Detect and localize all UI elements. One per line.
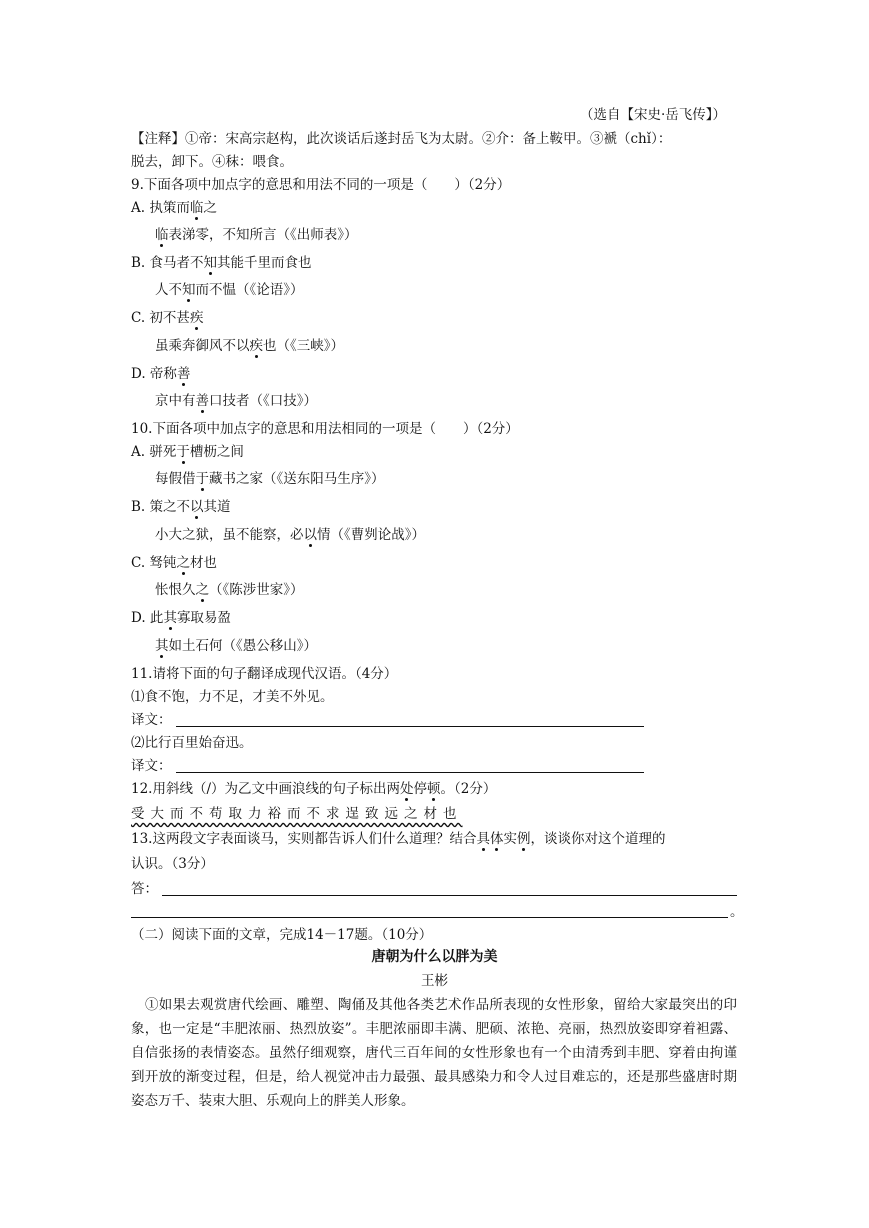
q9-option-b	[131, 254, 312, 272]
text: 怅恨久	[155, 582, 196, 598]
text: A. 执策而	[131, 200, 190, 216]
text: 材也	[189, 555, 217, 571]
text: 表涕零，不知所言（《出师表》）	[168, 227, 358, 243]
q11-answer-line-1[interactable]	[176, 726, 644, 727]
q11-sentence-2: ⑵比行百里始奋迅。	[131, 735, 253, 751]
text: 寡取易盈	[176, 610, 231, 626]
dotted-char: 之	[195, 582, 209, 598]
text: 12.用斜线（/）为乙文中画浪线的句子标出两	[131, 781, 401, 797]
q10-option-d-sub	[155, 637, 317, 655]
text: D. 帝称	[131, 366, 177, 382]
text: ，谈谈你对这个道理的	[530, 831, 666, 847]
text: 虽乘奔御风不以	[155, 338, 250, 354]
text: 停	[413, 781, 428, 797]
q13-stem-line-2: 认识。（3分）	[131, 856, 214, 872]
text: B. 策之不	[131, 499, 191, 515]
dotted-char: 临	[155, 227, 169, 243]
text: 实	[503, 831, 517, 847]
text: 每假借	[155, 471, 196, 487]
dotted-char: 例	[516, 831, 531, 847]
q10-option-c-sub	[155, 581, 304, 599]
text: 也（《三峡》）	[263, 338, 344, 354]
q12-stem	[131, 780, 496, 798]
dotted-char: 临	[189, 200, 204, 216]
dotted-char: 善	[176, 366, 191, 382]
dotted-char: 体	[489, 831, 504, 847]
source-citation: （选自【宋史·岳飞传】）	[579, 107, 726, 123]
q11-stem: 11.请将下面的句子翻译成现代汉语。（4分）	[131, 666, 398, 682]
text: 如土石何（《愚公移山》）	[168, 638, 317, 654]
text: 槽枥之间	[189, 444, 244, 460]
dotted-char: 之	[176, 555, 190, 571]
dotted-char: 其	[155, 638, 169, 654]
dotted-char: 知	[203, 255, 218, 271]
text: C. 驽钝	[131, 555, 177, 571]
dotted-char: 处	[400, 781, 414, 797]
q10-option-b	[131, 498, 231, 516]
q11-answer-line-2[interactable]	[176, 772, 644, 773]
wavy-underlined-sentence: 受大而不苟取力裕而不求逞致远之材也	[131, 806, 463, 822]
q9-option-a-sub	[155, 226, 358, 244]
text: B. 食马者不	[131, 255, 204, 271]
text: 其能千里而食也	[217, 255, 312, 271]
q9-option-a	[131, 199, 217, 217]
notes-line-2: 脱去，卸下。④秣：喂食。	[131, 154, 293, 170]
text: 。（2分）	[440, 781, 497, 797]
q13-answer-line-2[interactable]	[131, 917, 728, 918]
dotted-char: 于	[176, 444, 190, 460]
q10-option-c	[131, 554, 217, 572]
dotted-char: 以	[190, 499, 204, 515]
text: 之	[203, 200, 217, 216]
q9-option-b-sub	[155, 281, 304, 299]
q10-option-a	[131, 443, 244, 461]
section-2-heading: （二）阅读下面的文章，完成14－17题。（10分）	[131, 927, 433, 943]
text: 人不	[155, 282, 182, 298]
dotted-char: 具	[476, 831, 490, 847]
text: 而不愠（《论语》）	[195, 282, 304, 298]
article-author: 王彬	[421, 973, 448, 989]
q10-option-a-sub	[155, 470, 385, 488]
q10-option-b-sub	[155, 526, 425, 544]
dotted-char: 于	[195, 471, 209, 487]
text: 13.这两段文字表面谈马，实则都告诉人们什么道理？结合	[131, 831, 477, 847]
article-title: 唐朝为什么以胖为美	[371, 949, 498, 965]
text: A. 骈死	[131, 444, 177, 460]
q13-answer-label: 答：	[131, 881, 158, 897]
q13-answer-line-1[interactable]	[162, 895, 737, 896]
q10-option-d	[131, 609, 231, 627]
q12-wavy-sentence	[131, 805, 463, 823]
text: 口技者（《口技》）	[209, 393, 317, 409]
q13-period: 。	[730, 904, 744, 920]
notes-line-1: 【注释】①帝：宋高宗赵构，此次谈话后遂封岳飞为太尉。②介：备上鞍甲。③褫（chǐ）：	[131, 131, 672, 147]
q9-option-c-sub	[155, 337, 344, 355]
text: 情（《曹刿论战》）	[317, 527, 425, 543]
dotted-char: 疾	[189, 310, 204, 326]
article-paragraph-1: ①如果去观赏唐代绘画、雕塑、陶俑及其他各类艺术作品所表现的女性形象，留给大家最突出的印象，也一定是“丰肥浓丽、热烈放姿”。丰肥浓丽即丰满、肥硕、浓艳、亮丽，热烈放姿即穿着袒露、自信张扬的表情姿态。虽然仔细观察，唐代三百年间的女性形象也有一个由清秀到丰肥、穿着由拘谨到开放的渐变过程，但是，给人视觉冲击力最强、最具感染力和令人过目难忘的，还是那些盛唐时期姿态万千、装束大胆、乐观向上的胖美人形象。	[131, 997, 737, 1109]
text: 京中有	[155, 393, 196, 409]
text: 小大之狱，虽不能察，必	[155, 527, 304, 543]
dotted-char: 知	[182, 282, 196, 298]
dotted-char: 疾	[249, 338, 263, 354]
dotted-char: 其	[163, 610, 177, 626]
text: C. 初不甚	[131, 310, 190, 326]
q9-option-d-sub	[155, 392, 317, 410]
q9-option-c	[131, 309, 203, 327]
text: D. 此	[131, 610, 164, 626]
q9-stem: 9.下面各项中加点字的意思和用法不同的一项是（ ）（2分）	[131, 177, 511, 193]
dotted-char: 顿	[427, 781, 441, 797]
text: 藏书之家（《送东阳马生序》）	[209, 471, 385, 487]
text: （《陈涉世家》）	[209, 582, 304, 598]
text: 其道	[203, 499, 231, 515]
q11-sentence-1: ⑴食不饱，力不足，才美不外见。	[131, 689, 334, 705]
q11-answer-label-1: 译文：	[131, 712, 172, 728]
dotted-char: 善	[195, 393, 209, 409]
q9-option-d	[131, 365, 190, 383]
dotted-char: 以	[303, 527, 317, 543]
q10-stem: 10.下面各项中加点字的意思和用法相同的一项是（ ）（2分）	[131, 421, 519, 437]
q11-answer-label-2: 译文：	[131, 758, 172, 774]
q13-stem-line-1	[131, 830, 665, 848]
